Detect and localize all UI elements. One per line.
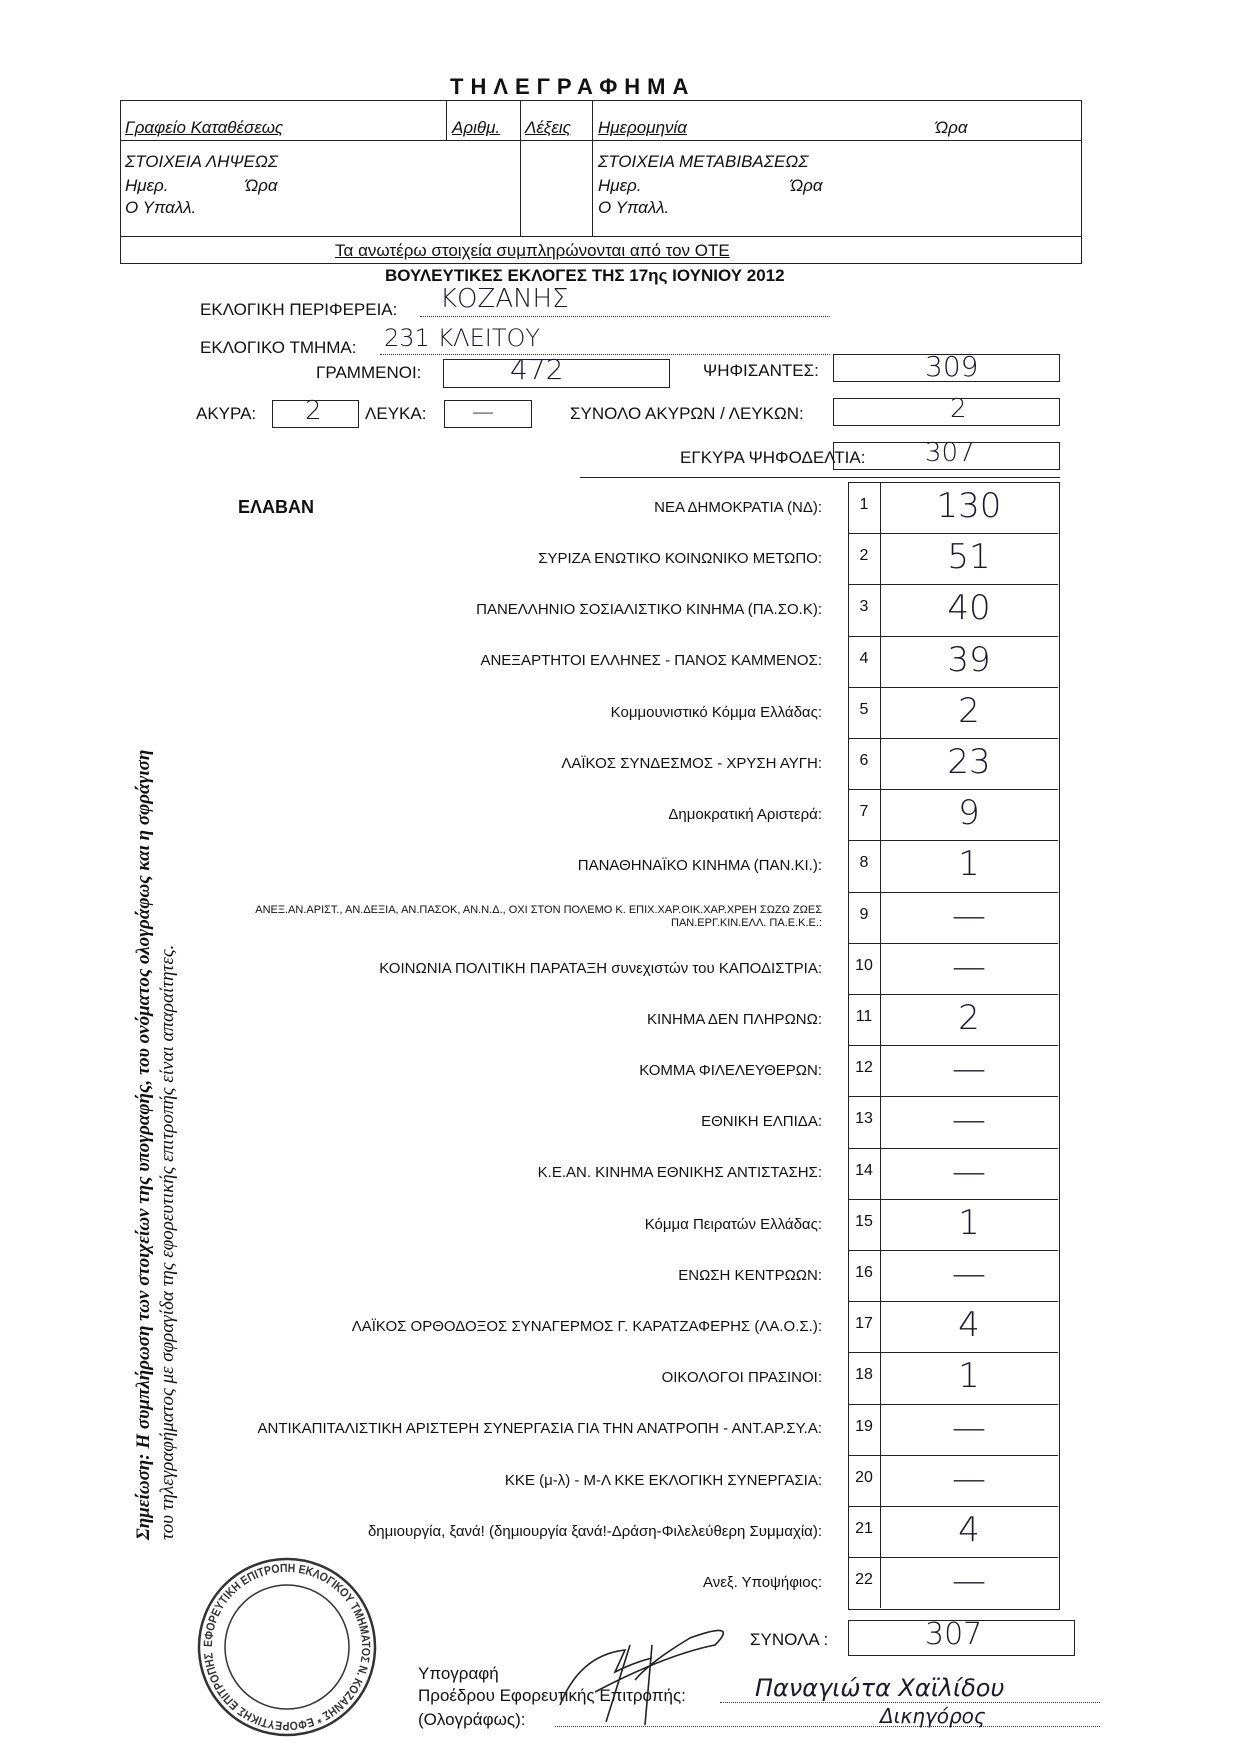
party-number: 9: [859, 905, 869, 923]
party-votes[interactable]: 4: [958, 1510, 980, 1550]
party-name: ΠΑΝΕΛΛΗΝΙΟ ΣΟΣΙΑΛΙΣΤΙΚΟ ΚΙΝΗΜΑ (ΠΑ.ΣΟ.Κ):: [476, 601, 822, 619]
party-votes[interactable]: 1: [958, 844, 980, 885]
party-number: 2: [859, 547, 869, 565]
party-votes[interactable]: —: [952, 1100, 986, 1141]
row-divider: [848, 1404, 1058, 1405]
party-votes[interactable]: 2: [958, 690, 980, 731]
party-number: 21: [855, 1520, 873, 1537]
party-name: ΕΝΩΣΗ ΚΕΝΤΡΩΩΝ:: [678, 1266, 822, 1284]
party-name: ΚΟΙΝΩΝΙΑ ΠΟΛΙΤΙΚΗ ΠΑΡΑΤΑΞΗ συνεχιστών του ΚΑΠΟΔΙΣΤΡΙΑ:: [379, 959, 822, 977]
party-number: 17: [855, 1315, 873, 1333]
party-name: ΟΙΚΟΛΟΓΟΙ ΠΡΑΣΙΝΟΙ:: [661, 1369, 822, 1387]
registered-value: 472: [510, 353, 564, 386]
party-name: ΠΑΝΑΘΗΝΑΪΚΟ ΚΙΝΗΜΑ (ΠΑΝ.ΚΙ.):: [577, 857, 822, 875]
office-label: Γραφείο Καταθέσεως: [125, 118, 284, 137]
party-number: 7: [859, 803, 869, 821]
party-row: [230, 1096, 1058, 1147]
row-divider: [848, 738, 1058, 739]
party-row: [230, 892, 1058, 943]
svg-text:ΕΦΟΡΕΥΤΙΚΗ ΕΠΙΤΡΟΠΗ ΕΚΛΟΓΙΚΟΥ: [201, 1561, 373, 1733]
row-divider: [848, 533, 1058, 534]
telegram-title: ΤΗΛΕΓΡΑΦΗΜΑ: [450, 74, 696, 99]
party-row: [230, 1045, 1058, 1096]
party-name: ΑΝΕΞΑΡΤΗΤΟΙ ΕΛΛΗΝΕΣ - ΠΑΝΟΣ ΚΑΜΜΕΝΟΣ:: [480, 652, 822, 670]
party-votes[interactable]: 40: [947, 588, 991, 629]
row-divider: [848, 1250, 1058, 1251]
valid-label: ΕΓΚΥΡΑ ΨΗΦΟΔΕΛΤΙΑ:: [680, 448, 866, 467]
row-divider: [848, 943, 1058, 944]
row-divider: [848, 1301, 1058, 1302]
party-number: 6: [859, 752, 869, 769]
registered-label: ΓΡΑΜΜΕΝΟΙ:: [316, 363, 422, 382]
blank-value: —: [472, 400, 494, 425]
party-row: [230, 994, 1058, 1045]
party-votes[interactable]: —: [952, 1049, 986, 1090]
row-divider: [848, 584, 1058, 585]
row-divider: [848, 636, 1058, 637]
signature-scribble: [540, 1610, 740, 1730]
row-divider: [848, 1148, 1058, 1149]
party-row: [230, 482, 1058, 533]
party-name: ΚΙΝΗΜΑ ΔΕΝ ΠΛΗΡΩΝΩ:: [647, 1010, 822, 1028]
party-number: 5: [859, 700, 869, 718]
fullname-label: (Ολογράφως):: [418, 1710, 526, 1729]
party-name: δημιουργία, ξανά! (δημιουργία ξανά!-Δράση-Φιλελεύθερη Συμμαχία):: [367, 1522, 822, 1540]
row-divider: [848, 1557, 1058, 1558]
party-name: Δημοκρατική Αριστερά:: [668, 806, 822, 824]
party-votes[interactable]: —: [952, 1561, 986, 1602]
party-number: 18: [855, 1366, 873, 1384]
party-number: 20: [855, 1468, 873, 1486]
party-number: 13: [855, 1110, 873, 1128]
row-divider: [848, 840, 1058, 841]
row-divider: [848, 1506, 1058, 1507]
divider: [120, 236, 1082, 237]
receipt-date: Ημερ.: [125, 176, 169, 195]
party-name: ΕΘΝΙΚΗ ΕΛΠΙΔΑ:: [701, 1113, 822, 1131]
party-votes[interactable]: 4: [958, 1305, 980, 1346]
party-number: 11: [855, 1008, 873, 1025]
party-number: 14: [855, 1161, 873, 1179]
receipt-clerk: Ο Υπαλλ.: [125, 198, 197, 217]
party-number: 19: [855, 1417, 873, 1435]
party-number: 3: [859, 598, 869, 616]
party-row: [230, 943, 1058, 994]
row-divider: [848, 892, 1058, 893]
party-number: 10: [855, 956, 873, 974]
row-divider: [848, 1096, 1058, 1097]
party-votes[interactable]: —: [952, 895, 986, 936]
total-label: ΣΥΝΟΛΑ :: [750, 1630, 829, 1649]
party-name: ΣΥΡΙΖΑ ΕΝΩΤΙΚΟ ΚΟΙΝΩΝΙΚΟ ΜΕΤΩΠΟ:: [538, 550, 822, 568]
party-number: 16: [855, 1264, 873, 1281]
divider: [580, 477, 1060, 478]
row-divider: [848, 687, 1058, 688]
results-heading: ΕΛΑΒΑΝ: [238, 497, 315, 517]
side-note: [132, 480, 180, 1540]
date-label: Ημερομηνία: [598, 118, 687, 137]
party-row: [230, 687, 1058, 738]
party-name: ΑΝΕΞ.ΑΝ.ΑΡΙΣΤ., ΑΝ.ΔΕΞΙΑ, ΑΝ.ΠΑΣΟΚ, ΑΝ.Ν.Δ., ΟΧΙ ΣΤΟΝ ΠΟΛΕΜΟ Κ. ΕΠΙΧ.ΧΑΡ.ΟΙΚ.ΧΑΡ.ΧΡΕΗ ΣΩΖΩ ΖΩΕΣ ΠΑΝ.ΕΡΓ.ΚΙΝ.ΕΛΛ. ΠΑ.Ε.Κ.Ε.:: [255, 903, 822, 930]
invalid-blank-total-label: ΣΥΝΟΛΟ ΑΚΥΡΩΝ / ΛΕΥΚΩΝ:: [570, 404, 804, 423]
party-row: [230, 533, 1058, 584]
president-label: Προέδρου Εφορευτικής Επιτροπής:: [418, 1686, 686, 1705]
name-line: [720, 1702, 1100, 1703]
receipt-time: Ώρα: [245, 176, 278, 195]
party-votes[interactable]: 9: [958, 793, 980, 834]
party-row: [230, 1301, 1058, 1352]
party-row: [230, 1506, 1058, 1557]
party-row: [230, 584, 1058, 635]
transmission-time: Ώρα: [790, 176, 823, 195]
section-line: [380, 354, 830, 355]
party-votes[interactable]: 1: [958, 1356, 980, 1397]
party-name: Κόμμα Πειρατών Ελλάδας:: [644, 1215, 822, 1233]
divider: [592, 100, 593, 236]
president-title: Δικηγόρος: [880, 1704, 986, 1728]
section-label: ΕΚΛΟΓΙΚΟ ΤΜΗΜΑ:: [200, 338, 357, 357]
party-votes[interactable]: 51: [947, 537, 991, 578]
section-value[interactable]: 231 ΚΛΕΙΤΟΥ: [384, 324, 541, 352]
signature-label: Υπογραφή: [418, 1664, 499, 1683]
party-number: 1: [859, 496, 869, 513]
region-line: [420, 316, 830, 317]
party-row: [230, 738, 1058, 789]
receipt-title: ΣΤΟΙΧΕΙΑ ΛΗΨΕΩΣ: [125, 152, 278, 171]
president-name[interactable]: Παναγιώτα Χαϊλίδου: [755, 1674, 1005, 1702]
invalid-label: ΑΚΥΡΑ:: [196, 404, 257, 423]
party-name: ΚΚΕ (μ-λ) - Μ-Λ ΚΚΕ ΕΚΛΟΓΙΚΗ ΣΥΝΕΡΓΑΣΙΑ:: [504, 1471, 822, 1489]
region-value[interactable]: ΚΟΖΑΝΗΣ: [440, 284, 569, 314]
time-label: Ώρα: [935, 118, 968, 137]
party-name: Κομμουνιστικό Κόμμα Ελλάδας:: [610, 703, 822, 721]
row-divider: [848, 1199, 1058, 1200]
divider: [520, 100, 521, 236]
party-votes[interactable]: —: [952, 1458, 986, 1499]
words-label: Λέξεις: [525, 118, 571, 137]
voted-label: ΨΗΦΙΣΑΝΤΕΣ:: [703, 361, 819, 380]
invalid-blank-total-field[interactable]: [833, 398, 1060, 426]
party-votes[interactable]: 1: [958, 1202, 980, 1243]
side-note-line1: Σημείωση: Η συμπλήρωση των στοιχείων της υπογραφής, του ονόματος ολογράφως και η σφράγιση: [133, 749, 154, 1540]
side-note-line2: του τηλεγραφήματος με σφραγίδα της εφορευτικής επιτροπής είναι απαραίτητες.: [157, 944, 178, 1540]
party-votes[interactable]: 39: [947, 639, 991, 680]
number-label: Αριθμ.: [452, 118, 501, 137]
party-name: Κ.Ε.ΑΝ. ΚΙΝΗΜΑ ΕΘΝΙΚΗΣ ΑΝΤΙΣΤΑΣΗΣ:: [537, 1164, 822, 1182]
row-divider: [848, 1045, 1058, 1046]
party-name: ΑΝΤΙΚΑΠΙΤΑΛΙΣΤΙΚΗ ΑΡΙΣΤΕΡΗ ΣΥΝΕΡΓΑΣΙΑ ΓΙΑ ΤΗΝ ΑΝΑΤΡΟΠΗ - ΑΝΤ.ΑΡ.ΣΥ.Α:: [257, 1420, 822, 1438]
row-divider: [848, 1352, 1058, 1353]
party-row: [230, 636, 1058, 687]
election-heading: ΒΟΥΛΕΥΤΙΚΕΣ ΕΚΛΟΓΕΣ ΤΗΣ 17ης ΙΟΥΝΙΟΥ 2012: [385, 266, 785, 285]
voted-value: 309: [925, 350, 979, 383]
party-number: 8: [859, 854, 869, 872]
party-votes[interactable]: —: [952, 1407, 986, 1448]
region-label: ΕΚΛΟΓΙΚΗ ΠΕΡΙΦΕΡΕΙΑ:: [200, 300, 398, 319]
party-name: ΛΑΪΚΟΣ ΟΡΘΟΔΟΞΟΣ ΣΥΝΑΓΕΡΜΟΣ Γ. ΚΑΡΑΤΖΑΦΕΡΗΣ (ΛΑ.Ο.Σ.):: [351, 1318, 822, 1336]
party-number: 22: [855, 1571, 873, 1589]
transmission-title: ΣΤΟΙΧΕΙΑ ΜΕΤΑΒΙΒΑΣΕΩΣ: [598, 152, 809, 171]
party-votes[interactable]: —: [952, 1254, 986, 1294]
stamp-text: ΕΦΟΡΕΥΤΙΚΗ ΕΠΙΤΡΟΠΗ ΕΚΛΟΓΙΚΟΥ ΤΜΗΜΑΤΟΣ Ν. ΚΟΖΑΝΗΣ * ΕΦΟΡΕΥΤΙΚΗΣ ΕΠΙΤΡΟΠΗΣ: [200, 1560, 374, 1734]
row-divider: [848, 789, 1058, 790]
invalid-blank-total-value: 2: [950, 394, 967, 424]
party-name: ΚΟΜΜΑ ΦΙΛΕΛΕΥΘΕΡΩΝ:: [639, 1062, 822, 1080]
party-name: Ανεξ. Υποψήφιος:: [702, 1574, 822, 1592]
invalid-value: 2: [305, 396, 322, 426]
transmission-clerk: Ο Υπαλλ.: [598, 198, 670, 217]
party-row: [230, 840, 1058, 891]
valid-value: 307: [925, 438, 975, 468]
committee-stamp: [192, 1552, 382, 1742]
party-name: ΝΕΑ ΔΗΜΟΚΡΑΤΙΑ (ΝΔ):: [654, 498, 822, 516]
party-votes[interactable]: 130: [936, 486, 1002, 526]
row-divider: [848, 994, 1058, 995]
party-number: 15: [855, 1212, 873, 1230]
party-row: [230, 1352, 1058, 1403]
party-row: [230, 1455, 1058, 1506]
party-votes[interactable]: 2: [958, 998, 980, 1038]
party-row: [230, 789, 1058, 840]
row-divider: [848, 1455, 1058, 1456]
transmission-date: Ημερ.: [598, 176, 642, 195]
party-row: [230, 1404, 1058, 1455]
party-name: ΛΑΪΚΟΣ ΣΥΝΔΕΣΜΟΣ - ΧΡΥΣΗ ΑΥΓΗ:: [561, 754, 822, 772]
party-votes[interactable]: —: [952, 946, 986, 987]
party-number: 4: [859, 649, 869, 667]
party-row: [230, 1250, 1058, 1301]
total-value: 307: [925, 1617, 983, 1652]
divider: [446, 100, 447, 140]
party-row: [230, 1148, 1058, 1199]
party-row: [230, 1199, 1058, 1250]
blank-label: ΛΕΥΚΑ:: [365, 404, 427, 423]
party-votes[interactable]: —: [952, 1151, 986, 1192]
divider: [120, 140, 1082, 141]
party-votes[interactable]: 23: [947, 742, 991, 782]
ote-note: Τα ανωτέρω στοιχεία συμπληρώνονται από τον ΟΤΕ: [335, 241, 730, 260]
party-number: 12: [855, 1059, 873, 1077]
